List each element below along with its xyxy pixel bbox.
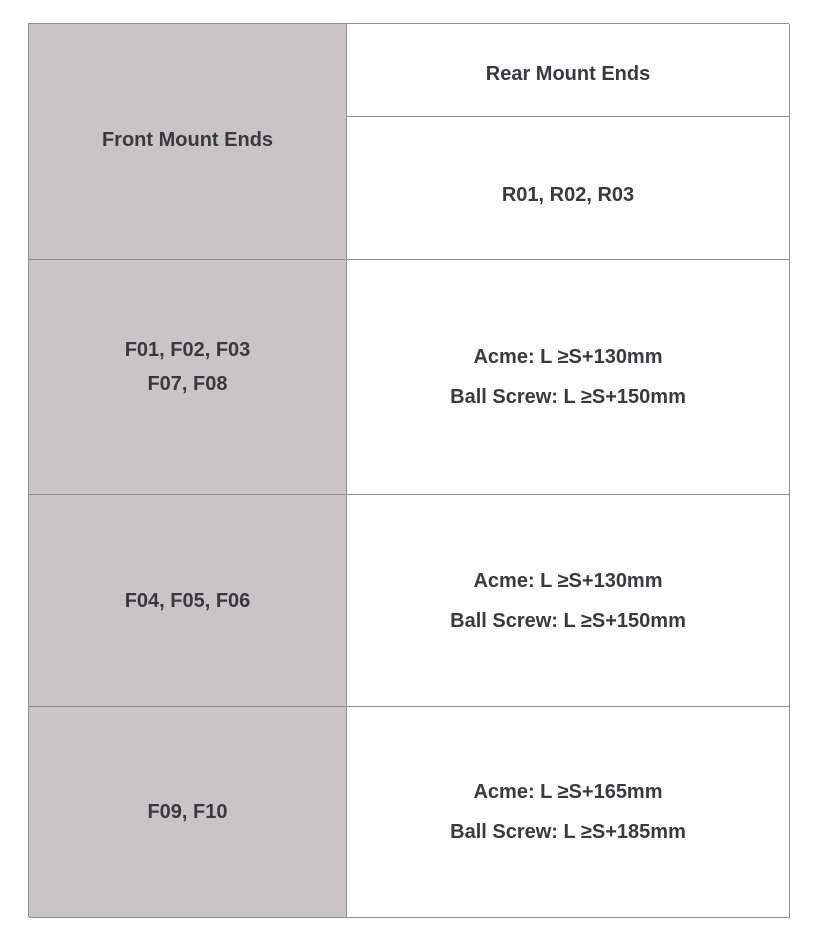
mount-ends-table [28, 23, 789, 917]
rear-mount-codes-cell [347, 117, 790, 260]
length-requirement-cell-row-2 [347, 495, 790, 707]
front-codes-line: F09, F10 [147, 801, 228, 823]
front-codes-cell-row-2 [29, 495, 347, 707]
ball-screw-length-requirement: Ball Screw: L ≥S+150mm [450, 609, 686, 632]
ball-screw-length-requirement: Ball Screw: L ≥S+150mm [450, 386, 686, 408]
front-codes-line: F01, F02, F03 [124, 339, 251, 361]
ball-screw-length-requirement: Ball Screw: L ≥S+185mm [450, 821, 686, 843]
front-mount-ends-header [29, 24, 347, 260]
front-mount-ends-label: Front Mount Ends [101, 128, 274, 151]
front-codes-line: F07, F08 [147, 373, 228, 395]
acme-length-requirement: Acme: L ≥S+130mm [473, 569, 663, 592]
rear-mount-ends-label: Rear Mount Ends [485, 63, 651, 85]
rear-mount-ends-header [347, 24, 790, 117]
front-codes-cell-row-3 [29, 707, 347, 918]
acme-length-requirement: Acme: L ≥S+165mm [473, 781, 663, 803]
length-requirement-cell-row-1 [347, 260, 790, 495]
rear-mount-codes: R01, R02, R03 [501, 184, 635, 206]
front-codes-cell-row-1 [29, 260, 347, 495]
length-requirement-cell-row-3 [347, 707, 790, 918]
acme-length-requirement: Acme: L ≥S+130mm [473, 346, 663, 368]
front-codes-line: F04, F05, F06 [124, 589, 251, 612]
